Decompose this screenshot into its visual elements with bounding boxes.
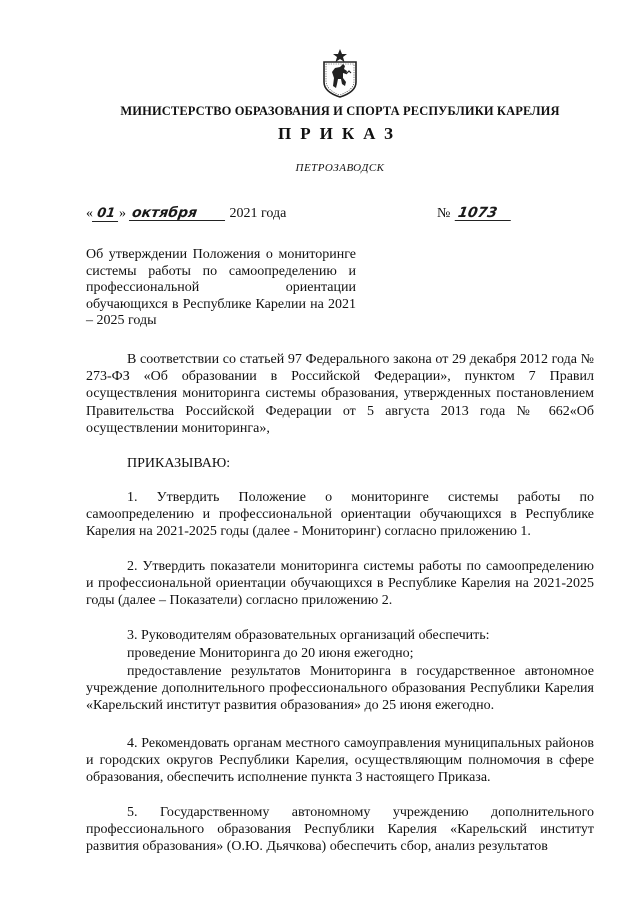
paragraph-1: 1. Утвердить Положение о мониторинге системы работы по самоопределению и профессиональной ориентации обучающихся в Республике Карелия на 2021-2025 годы (далее - Мониторинг) согласно приложению 1. (86, 490, 594, 540)
handwritten-day: 01 (92, 207, 120, 222)
order-number (437, 206, 512, 222)
date-year: 2021 года (229, 206, 287, 221)
date-close-quote: » (119, 206, 126, 221)
handwritten-number: 1073 (455, 206, 514, 221)
paragraph-3-item-1: проведение Мониторинга до 20 июня ежегодно; (127, 646, 414, 661)
document-title: ПРИКАЗ (278, 124, 402, 143)
number-sign: № (437, 206, 451, 221)
paragraph-4: 4. Рекомендовать органам местного самоуправления муниципальных районов и городских округов Республики Карелия, осуществляющим полномочия в сфере образования, обеспечить исполнение пункта 3 настоящего Приказа. (86, 736, 594, 786)
paragraph-3: 3. Руководителям образовательных организаций обеспечить: (127, 628, 490, 643)
paragraph-2: 2. Утвердить показатели мониторинга системы работы по самоопределению и профессиональной ориентации обучающихся в Республике Карелия на 2021-2025 годы (далее – Показатели) согласно приложению 2. (86, 559, 594, 609)
order-date (86, 206, 286, 222)
date-open-quote: « (86, 206, 93, 221)
city-name: ПЕТРОЗАВОДСК (295, 162, 385, 174)
paragraph-3-item-2: предоставление результатов Мониторинга в государственное автономное учреждение дополнительного профессионального образования Республики Карелия «Карельский институт развития образования» до 25 июня ежегодно. (86, 664, 594, 714)
coat-of-arms-emblem (321, 48, 359, 98)
ministry-name: МИНИСТЕРСТВО ОБРАЗОВАНИЯ И СПОРТА РЕСПУБЛИКИ КАРЕЛИЯ (120, 104, 560, 118)
order-subject: Об утверждении Положения о мониторинге системы работы по самоопределению и профессиональной ориентации обучающихся в Республике Карелии на 2021 – 2025 годы (86, 247, 356, 328)
handwritten-month: октября (129, 206, 227, 221)
preamble-paragraph: В соответствии со статьей 97 Федерального закона от 29 декабря 2012 года № 273-ФЗ «Об образовании в Российской Федерации», пунктом 7 Правил осуществления мониторинга системы образования, утвержденных постановлением Правительства Российской Федерации от 5 августа 2013 года № 662«Об осуществлении мониторинга», (86, 352, 594, 436)
order-command: ПРИКАЗЫВАЮ: (127, 456, 231, 471)
paragraph-5: 5. Государственному автономному учреждению дополнительного профессионального образования Республики Карелия «Карельский институт развития образования» (О.Ю. Дьячкова) обеспечить сбор, анализ результатов (86, 805, 594, 855)
